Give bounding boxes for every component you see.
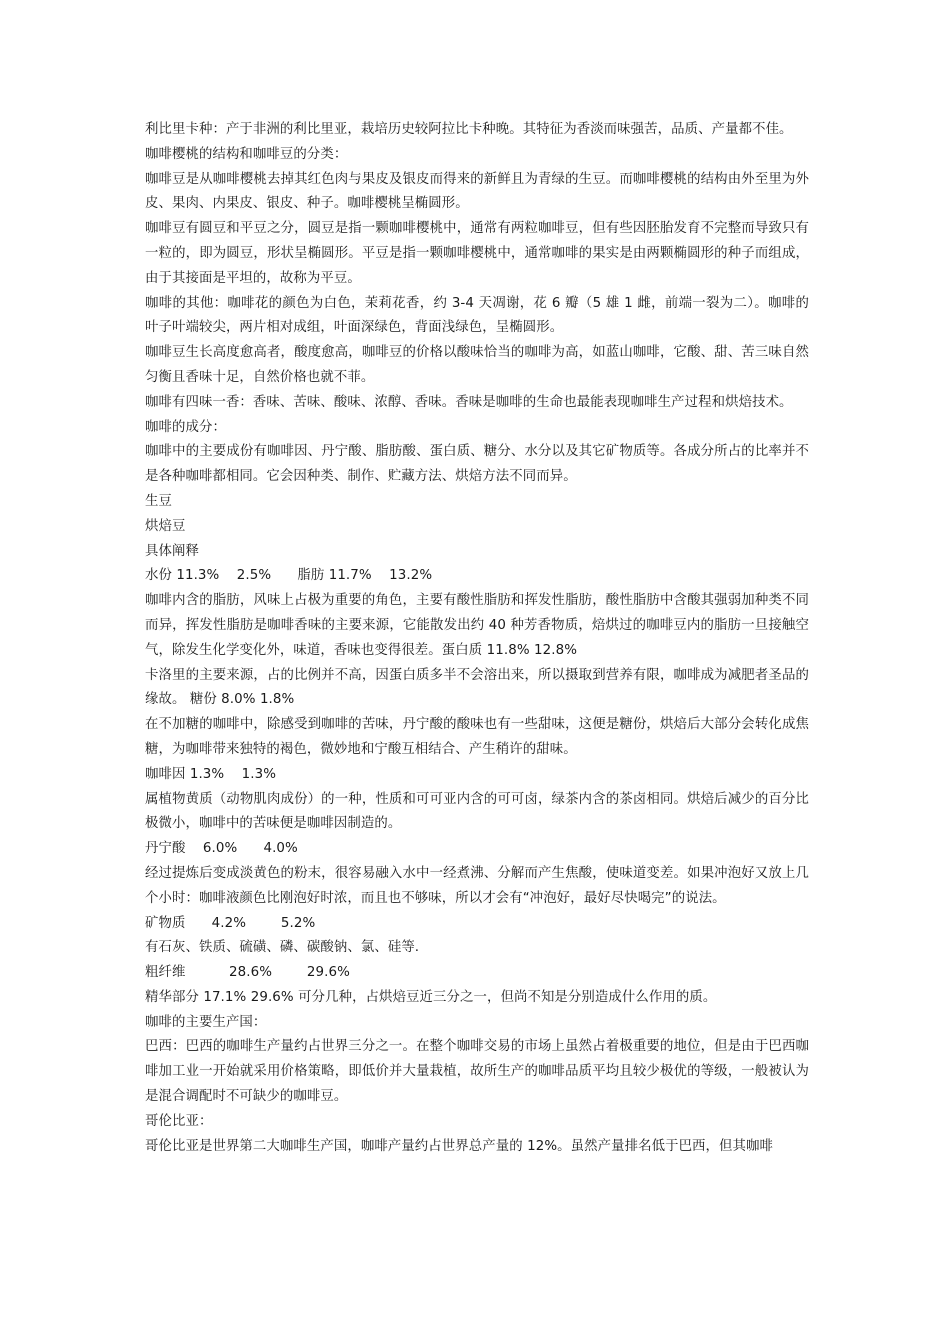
heading-composition: 咖啡的成分：: [145, 419, 226, 435]
paragraph-altitude-acidity: 咖啡豆生长高度愈高者，酸度愈高，咖啡豆的价格以酸味恰当的咖啡为高，如蓝山咖啡，它酸、甜、苦三味自然匀衡且香味十足，自然价格也就不菲。: [145, 345, 809, 385]
label-green-bean: 生豆: [145, 493, 172, 509]
paragraph-bean-origin: 咖啡豆是从咖啡樱桃去掉其红色肉与果皮及银皮而得来的新鲜且为青绿的生豆。而咖啡樱桃的结构由外至里为外皮、果肉、内果皮、银皮、种子。咖啡樱桃呈椭圆形。: [145, 171, 809, 212]
paragraph-tannin: 经过提炼后变成淡黄色的粉末，很容易融入水中一经煮沸、分解而产生焦酸，使味道变差。如果冲泡好又放上几个小时：咖啡液颜色比刚泡好时浓，而且也不够味，所以才会有“冲泡好，最好尽快喝完”的说法。: [145, 865, 809, 906]
label-roasted-bean: 烘焙豆: [145, 518, 186, 534]
row-caffeine: 咖啡因 1.3% 1.3%: [145, 766, 277, 782]
row-tannin: 丹宁酸 6.0% 4.0%: [145, 841, 298, 857]
row-essence: 精华部分 17.1% 29.6% 可分几种，占烘焙豆近三分之一，但尚不知是分别造成什么作用的质。: [145, 989, 717, 1005]
paragraph-colombia: 哥伦比亚是世界第二大咖啡生产国，咖啡产量约占世界总产量的 12%。虽然产量排名低于巴西，但其咖啡: [145, 1138, 774, 1154]
paragraph-caffeine: 属植物黄质（动物肌肉成份）的一种，性质和可可亚内含的可可卤，绿茶内含的茶卤相同。烘焙后减少的百分比极微小，咖啡中的苦味便是咖啡因制造的。: [145, 791, 809, 832]
paragraph-sugar: 在不加糖的咖啡中，除感受到咖啡的苦味，丹宁酸的酸味也有一些甜味，这便是糖份，烘焙后大部分会转化成焦糖，为咖啡带来独特的褐色，微妙地和宁酸互相结合、产生稍许的甜味。: [145, 717, 809, 757]
paragraph-round-flat-beans: 咖啡豆有圆豆和平豆之分，圆豆是指一颗咖啡樱桃中，通常有两粒咖啡豆，但有些因胚胎发育不完整而导致只有一粒的，即为圆豆，形状呈椭圆形。平豆是指一颗咖啡樱桃中，通常咖啡的果实是由两颗椭圆形的种子而组成，由于其接面是平坦的，故称为平豆。: [145, 221, 809, 286]
paragraph-brazil: 巴西：巴西的咖啡生产量约占世界三分之一。在整个咖啡交易的市场上虽然占着极重要的地位，但是由于巴西咖啡加工业一开始就采用价格策略，即低价并大量栽植，故所生产的咖啡品质平均且较少极优的等级，一般被认为是混合调配时不可缺少的咖啡豆。: [145, 1039, 809, 1105]
heading-cherry-structure: 咖啡樱桃的结构和咖啡豆的分类：: [145, 146, 348, 162]
heading-colombia: 哥伦比亚：: [145, 1113, 213, 1129]
heading-producers: 咖啡的主要生产国：: [145, 1014, 267, 1030]
document-body: [145, 118, 809, 1159]
paragraph-protein: 卡洛里的主要来源，占的比例并不高，因蛋白质多半不会溶出来，所以摄取到营养有限，咖啡成为减肥者圣品的缘故。 糖份 8.0% 1.8%: [145, 667, 809, 708]
paragraph-minerals: 有石灰、铁质、硫磺、磷、碳酸钠、氯、硅等.: [145, 940, 420, 956]
row-water-fat: 水份 11.3% 2.5% 脂肪 11.7% 13.2%: [145, 568, 433, 584]
paragraph-four-flavors: 咖啡有四味一香：香味、苦味、酸味、浓醇、香味。香味是咖啡的生命也最能表现咖啡生产过程和烘焙技术。: [145, 394, 793, 410]
paragraph-components: 咖啡中的主要成份有咖啡因、丹宁酸、脂肪酸、蛋白质、糖分、水分以及其它矿物质等。各成分所占的比率并不是各种咖啡都相同。它会因种类、制作、贮藏方法、烘焙方法不同而异。: [145, 444, 809, 485]
paragraph-fat: 咖啡内含的脂肪，风味上占极为重要的角色，主要有酸性脂肪和挥发性脂肪，酸性脂肪中含酸其强弱加种类不同而异，挥发性脂肪是咖啡香味的主要来源，它能散发出约 40 种芳香物质，焙烘过的咖啡豆内的脂肪一旦接触空气，除发生化学变化外，味道，香味也变得很差。蛋白质 11.8% 12.8%: [145, 593, 809, 658]
row-minerals: 矿物质 4.2% 5.2%: [145, 915, 316, 931]
paragraph-liberica: 利比里卡种：产于非洲的利比里亚，栽培历史较阿拉比卡种晚。其特征为香淡而味强苦，品质、产量都不佳。: [145, 122, 793, 137]
row-fiber: 粗纤维 28.6% 29.6%: [145, 965, 350, 981]
paragraph-coffee-other: 咖啡的其他：咖啡花的颜色为白色，茉莉花香，约 3-4 天凋谢，花 6 瓣（5 雄 1 雌，前端一裂为二）。咖啡的叶子叶端较尖，两片相对成组，叶面深绿色，背面浅绿色，呈椭圆形。: [145, 295, 809, 336]
label-explanation: 具体阐释: [145, 543, 199, 559]
